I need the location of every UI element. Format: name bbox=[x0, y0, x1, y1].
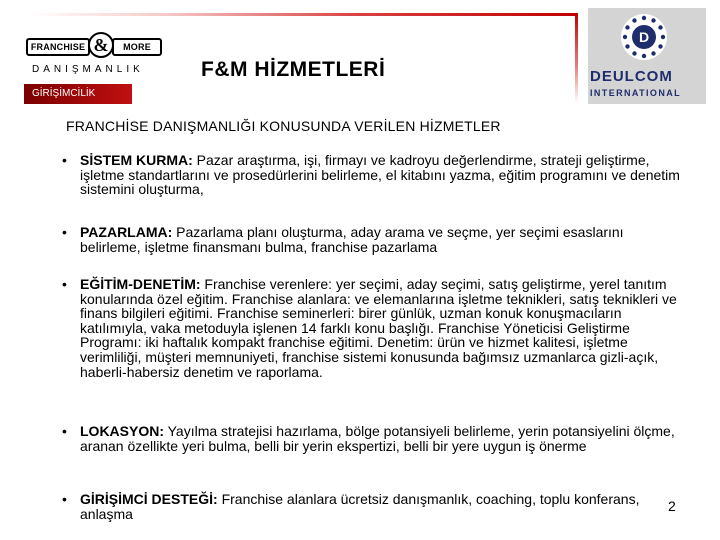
bullet-label: SİSTEM KURMA: bbox=[80, 152, 193, 168]
bullet-item-egitim-denetim bbox=[62, 277, 688, 379]
bullet-text: Yayılma stratejisi hazırlama, bölge potansiyeli belirleme, yerin potansiyelini ölçme, aranan özellikte yeri bulma, belli bir yerin ekspertizi, belli bir yere uygun iş önerme bbox=[80, 423, 675, 454]
bullet-item-pazarlama bbox=[62, 225, 688, 254]
header-accent-line-vertical bbox=[575, 13, 578, 103]
slide-subtitle: FRANCHİSE DANIŞMANLIĞI KONUSUNDA VERİLEN HİZMETLER bbox=[66, 118, 501, 134]
bullet-marker: • bbox=[62, 276, 67, 292]
bullet-item-girisimci-destegi bbox=[62, 492, 642, 521]
logo-word-more: MORE bbox=[112, 38, 162, 56]
deulcom-logo bbox=[588, 8, 706, 104]
franchise-more-logo bbox=[22, 24, 162, 86]
bullet-label: LOKASYON: bbox=[80, 423, 164, 439]
bullet-item-sistem-kurma bbox=[62, 153, 688, 197]
bullet-text: Pazarlama planı oluşturma, aday arama ve seçme, yer seçimi esaslarını belirleme, işletme finansmanı bulma, franchise pazarlama bbox=[80, 224, 624, 255]
page-number: 2 bbox=[668, 498, 676, 514]
bullet-text: Franchise verenlere: yer seçimi, aday seçimi, satış geliştirme, yerel tanıtım konularında özel eğitim. Franchise alanlara: ve elemanlarına işletme teknikleri, satış teknikleri ve finans bilgileri eğitimi. Franchise seminerleri: birer günlük, uzman konuk konuşmacıların katılımıyla, vaka metoduyla işlenen 14 farklı konu başlığı. Franchise Yöneticisi Geliştirme Programı: iki haftalık kompakt franchise eğitimi. Denetim: ürün ve hizmet kalitesi, işletme verimliliği, müşteri memnuniyeti, franchise sistemi konusunda bağımsız uzmanlarca gizli-açık, haberli-habersiz denetim ve raporlama. bbox=[80, 276, 677, 380]
logo-word-franchise: FRANCHISE bbox=[26, 38, 90, 56]
bullet-marker: • bbox=[62, 152, 67, 168]
page-title: F&M HİZMETLERİ bbox=[201, 58, 386, 81]
deulcom-globe-icon bbox=[621, 14, 667, 60]
bullet-marker: • bbox=[62, 423, 67, 439]
logo-subtitle: DANIŞMANLIK bbox=[32, 64, 144, 75]
bullet-text: Pazar araştırma, işi, firmayı ve kadroyu değerlendirme, strateji geliştirme, işletme standartlarını ve prosedürlerini belirleme, el kitabını yazma, eğitim programını ve denetim sistemini oluşturma, bbox=[80, 152, 680, 198]
svg-text:D: D bbox=[638, 29, 650, 45]
bullet-item-lokasyon bbox=[62, 424, 688, 453]
bullet-text: Franchise alanlara ücretsiz danışmanlık, coaching, toplu konferans, anlaşma bbox=[80, 491, 640, 522]
bullet-label: GİRİŞİMCİ DESTEĞİ: bbox=[80, 491, 218, 507]
bullet-label: EĞİTİM-DENETİM: bbox=[80, 276, 201, 292]
bullet-label: PAZARLAMA: bbox=[80, 224, 173, 240]
deulcom-international: INTERNATIONAL bbox=[590, 88, 682, 98]
header-accent-line bbox=[30, 13, 578, 16]
section-badge: GİRİŞİMCİLİK bbox=[24, 84, 132, 104]
bullet-marker: • bbox=[62, 224, 67, 240]
logo-wordmark bbox=[26, 34, 160, 54]
deulcom-name: DEULCOM bbox=[590, 68, 673, 85]
logo-ampersand: & bbox=[88, 32, 114, 58]
bullet-marker: • bbox=[62, 491, 67, 507]
